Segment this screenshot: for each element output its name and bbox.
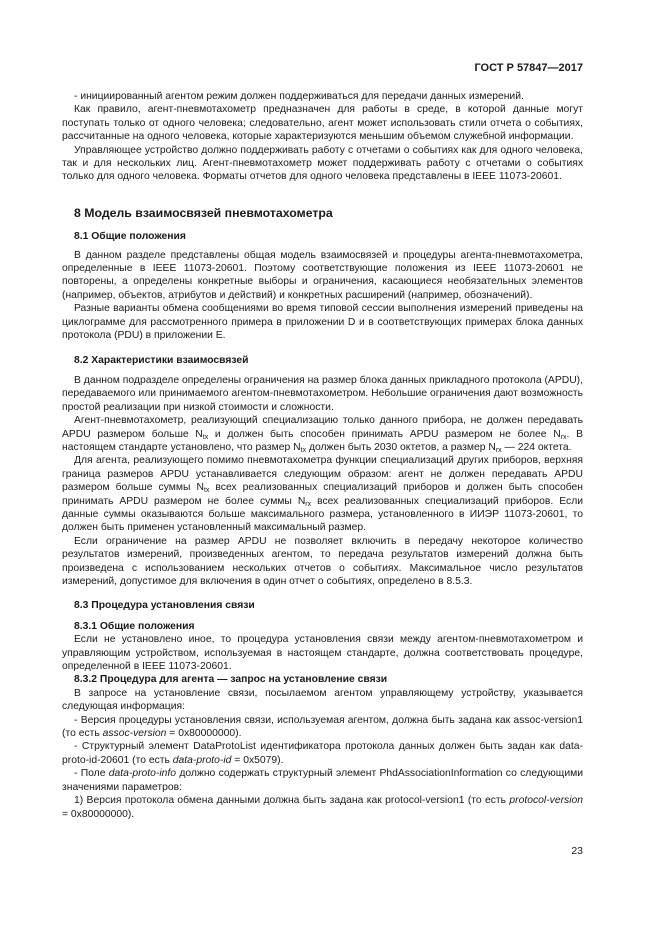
text-run: Для агента, реализующего помимо пневмотахометра функции специализаций других приборов, верхняя граница размеров APDU устанавливается следующим образом: агент не должен передавать APDU размером больше суммы N: [62, 455, 583, 494]
paragraph: В данном разделе представлены общая модель взаимосвязей и процедуры агента-пневмотахометра, определенные в IEEE 11073-20601. Поэтому соответствующие положения из IEEE 11073-20601 не повторены, а определены конкретные выборы и ограничения, касающиеся необязательных элементов (например, объектов, атрибутов и действий) и конкретных расширений (например, обозначений).: [62, 249, 583, 301]
text-run: 1) Версия протокола обмена данными должна быть задана как protocol-version1 (то есть: [74, 795, 510, 807]
paragraph: [62, 414, 583, 454]
paragraph: В запросе на установление связи, посылаемом агентом управляющему устройству, указывается следующая информация:: [62, 687, 583, 713]
document-header: ГОСТ Р 57847—2017: [474, 62, 583, 74]
text-run: = 0x80000000).: [166, 728, 242, 740]
subscript: tx: [203, 487, 210, 495]
subscript: rx: [560, 433, 567, 441]
text-run: — 224 октета.: [501, 441, 572, 453]
text-run: должен быть 2030 октетов, а размер N: [306, 441, 496, 453]
paragraph: Если не установлено иное, то процедура установления связи между агентом-пневмотахометром и управляющим устройством, используемая в настоящем стандарте, должна соответствовать процедуре, определенной в IEEE 11073-20601.: [62, 634, 583, 673]
subsection-heading-8-3: 8.3 Процедура установления связи: [74, 600, 255, 612]
italic-term: data-proto-id: [172, 754, 232, 766]
list-item: [62, 767, 583, 794]
subsection-heading-8-2: 8.2 Характеристики взаимосвязей: [74, 354, 249, 366]
text-run: - Структурный элемент DataProtoList идентификатора протокола данных должен быть задан как data-proto-id-20601 (то есть: [62, 741, 583, 766]
italic-term: assoc-version: [102, 728, 167, 740]
paragraph: Разные варианты обмена сообщениями во время типовой сессии выполнения измерений приведены на циклограмме для рассмотренного примера в приложении D и в соответствующих примерах блока данных протокола (PDU) в приложении E.: [62, 303, 583, 342]
text-run: и должен быть способен принимать APDU размером не более N: [208, 428, 561, 440]
text-run: - Версия процедуры установления связи, используемая агентом, должна быть задана как assoc-version1 (то есть: [62, 714, 583, 740]
paragraph: Управляющее устройство должно поддерживать работу с отчетами о событиях как для одного человека, так и для нескольких лиц. Агент-пневмотахометр может поддерживать работу с отчетами о событиях только для одного человека. Форматы отчетов для одного человека представлены в IEEE 11073-20601.: [62, 144, 583, 183]
paragraph: [62, 454, 583, 534]
text-run: всех реализованных специализаций приборов и должен быть способен принимать APDU размером не более суммы N: [62, 482, 584, 507]
paragraph: - инициированный агентом режим должен поддерживаться для передачи данных измерений.: [74, 91, 524, 102]
page-number: 23: [571, 845, 583, 857]
subsection-heading-8-1: 8.1 Общие положения: [74, 231, 186, 243]
subsection-heading-8-3-2: 8.3.2 Процедура для агента — запрос на установление связи: [74, 674, 388, 686]
text-run: всех реализованных специализаций приборов. Если данные суммы оказываются больше максимального размера, установленного в ИИЭР 11073-20601, то должен быть применен установленный максимальный размер.: [62, 495, 584, 534]
subscript: tx: [202, 433, 209, 441]
italic-term: data-proto-info: [108, 768, 177, 780]
subsection-heading-8-3-1: 8.3.1 Общие положения: [74, 620, 195, 632]
italic-term: protocol-version: [509, 795, 583, 807]
text-run: . В настоящем стандарте установлено, что размер N: [62, 428, 583, 453]
paragraph: В данном подразделе определены ограничения на размер блока данных прикладного протокола (APDU), передаваемого или принимаемого агентом-пневмотахометром. Небольшие ограничения дают возможность простой реализации при низкой стоимости и сложности.: [62, 374, 583, 413]
subscript: tx: [300, 446, 307, 454]
list-item: [62, 794, 583, 821]
text-run: Агент-пневмотахометр, реализующий специализацию только данного прибора, не должен передавать APDU размером больше N: [62, 415, 583, 440]
subscript: rx: [305, 500, 312, 508]
list-item: [62, 714, 583, 741]
text-run: = 0x80000000).: [62, 808, 135, 820]
text-run: - Поле: [74, 768, 109, 780]
list-item: [62, 740, 583, 767]
paragraph: Как правило, агент-пневмотахометр предназначен для работы в среде, в которой данные могут поступать только от одного человека; следовательно, агент может использовать стили отчета о событиях, рассчитанные на одного человека, которые характеризуются меньшим объемом служебной информации.: [62, 104, 583, 143]
paragraph: Если ограничение на размер APDU не позволяет включить в передачу некоторое количество результатов измерений, произведенных агентом, то передача результатов измерений должна быть произведена с использованием нескольких отчетов о событиях. Максимальное число результатов измерений, допустимое для включения в один отчет о событиях, определено в 8.5.3.: [62, 535, 583, 587]
subscript: rx: [495, 446, 502, 454]
section-heading-8: 8 Модель взаимосвязей пневмотахометра: [74, 205, 333, 220]
text-run: = 0x5079).: [231, 754, 284, 766]
document-body: [62, 90, 583, 821]
text-run: должно содержать структурный элемент PhdAssociationInformation со следующими значениями параметров:: [62, 768, 583, 793]
